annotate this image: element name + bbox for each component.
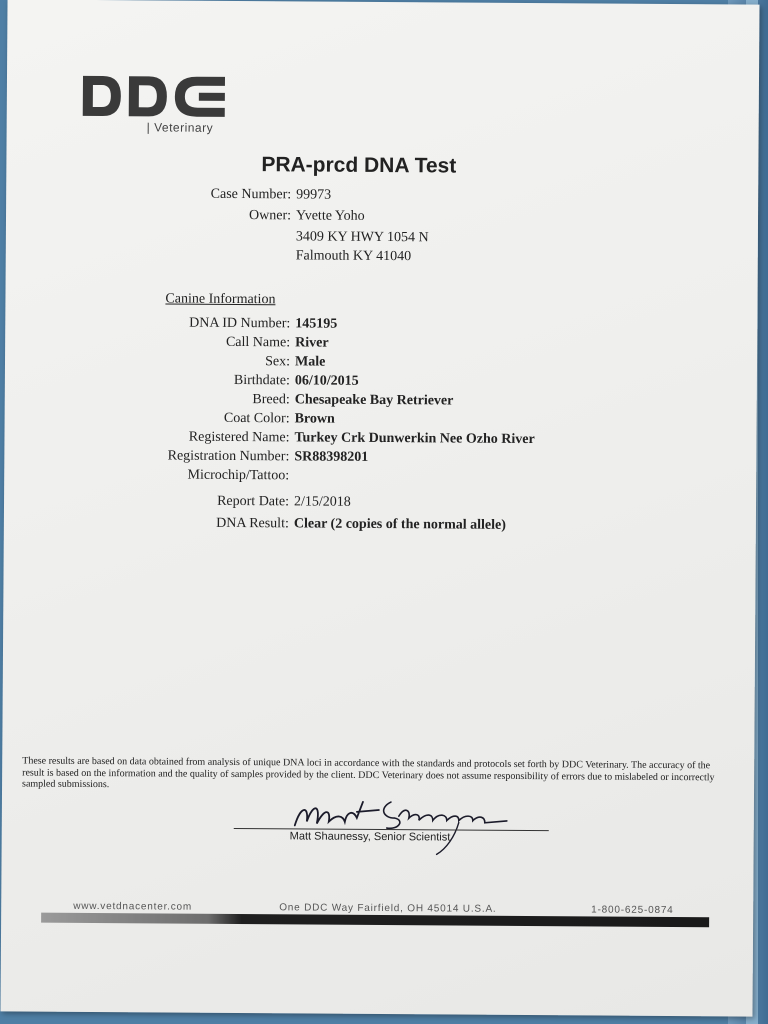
- dna-result-value: Clear (2 copies of the normal allele): [293, 516, 506, 533]
- address-line2: Falmouth KY 41040: [295, 248, 412, 265]
- field-value: 145195: [295, 316, 338, 332]
- field-value: 06/10/2015: [294, 373, 359, 389]
- case-number-value: 99973: [296, 187, 332, 203]
- footer-website: www.vetdnacenter.com: [73, 900, 193, 913]
- report-date-value: 2/15/2018: [293, 494, 351, 510]
- field-label: DNA ID Number:: [189, 315, 291, 332]
- field-value: Male: [294, 354, 326, 370]
- field-label: Call Name:: [225, 334, 291, 351]
- field-value: Brown: [294, 411, 335, 427]
- field-label: Registration Number:: [167, 448, 290, 465]
- field-label: Birthdate:: [233, 372, 290, 389]
- footer-phone: 1-800-625-0874: [591, 904, 674, 917]
- page-title: PRA-prcd DNA Test: [261, 153, 457, 178]
- signer-name: Matt Shaunessy, Senior Scientist: [289, 830, 451, 844]
- case-number-label: Case Number:: [210, 186, 292, 203]
- report-date-label: Report Date:: [217, 493, 290, 510]
- field-label: Sex:: [265, 354, 291, 370]
- field-label: Breed:: [252, 392, 290, 408]
- field-value: Chesapeake Bay Retriever: [294, 392, 454, 409]
- logo-subtitle: | Veterinary: [146, 120, 214, 135]
- field-value: Turkey Crk Dunwerkin Nee Ozho River: [294, 430, 535, 448]
- handwritten-signature: [287, 791, 527, 863]
- field-label: Coat Color:: [223, 410, 290, 427]
- footer-address: One DDC Way Fairfield, OH 45014 U.S.A.: [279, 902, 497, 915]
- field-value: River: [295, 335, 329, 351]
- owner-name: Yvette Yoho: [295, 208, 365, 224]
- owner-label: Owner:: [248, 208, 292, 224]
- dna-result-label: DNA Result:: [216, 515, 289, 532]
- address-line1: 3409 KY HWY 1054 N: [295, 229, 429, 246]
- field-label: Microchip/Tattoo:: [187, 467, 290, 484]
- disclaimer-text: These results are based on data obtained from analysis of unique DNA loci in accordance with the standards and protocols set forth by DDC Veterinary. The accuracy of the result is based on the information and the quality of samples provided by the client. DDC Veterinary does not assume responsibility of errors due to mislabeled or incorrectly sampled submissions.: [22, 755, 715, 791]
- field-value: SR88398201: [294, 449, 369, 465]
- canine-info-heading: Canine Information: [165, 291, 276, 308]
- field-label: Registered Name:: [188, 429, 290, 446]
